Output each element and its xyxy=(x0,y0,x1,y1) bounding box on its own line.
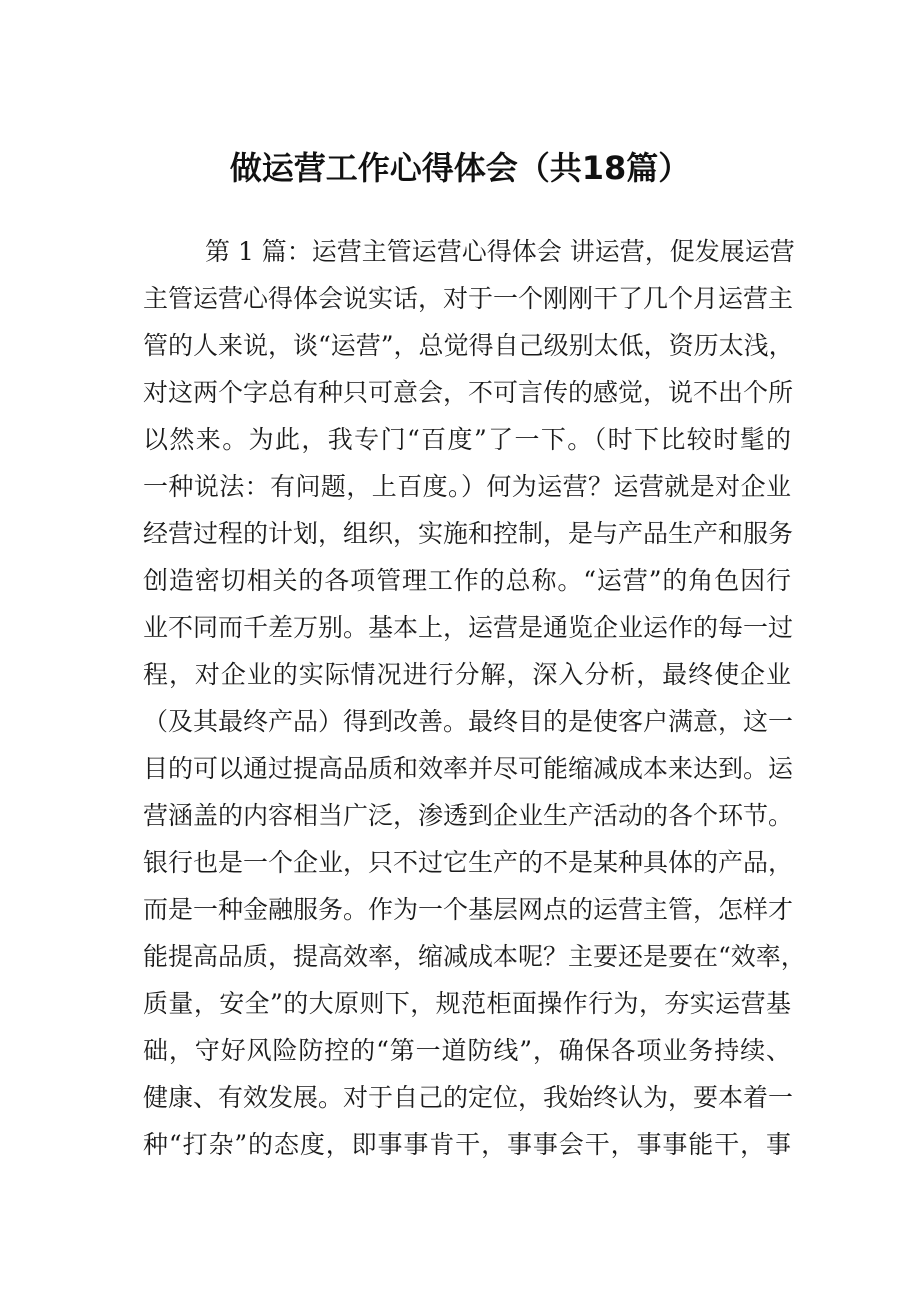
paragraph-line-19: 健康、有效发展。对于自己的定位，我始终认为，要本着一 xyxy=(143,1083,794,1112)
paragraph-line-7: 经营过程的计划，组织，实施和控制，是与产品生产和服务 xyxy=(143,519,794,548)
document-body xyxy=(143,228,806,1168)
paragraph-line-16: 能提高品质，提高效率，缩减成本呢？主要还是要在“效率， xyxy=(143,942,806,971)
paragraph-line-14: 银行也是一个企业，只不过它生产的不是某种具体的产品， xyxy=(143,848,794,877)
paragraph-line-6: 一种说法：有问题，上百度。）何为运营？运营就是对企业 xyxy=(143,472,791,501)
paragraph-line-1: 第 1 篇：运营主管运营心得体会 讲运营，促发展运营 xyxy=(205,237,795,266)
paragraph-line-4: 对这两个字总有种只可意会，不可言传的感觉，说不出个所 xyxy=(143,378,794,407)
paragraph-line-17: 质量，安全”的大原则下，规范柜面操作行为，夯实运营基 xyxy=(143,989,791,1018)
paragraph-line-5: 以然来。为此，我专门“百度”了一下。（时下比较时髦的 xyxy=(143,425,791,454)
paragraph-line-12: 目的可以通过提高品质和效率并尽可能缩减成本来达到。运 xyxy=(143,754,794,783)
paragraph-line-18: 础，守好风险防控的“第一道防线”，确保各项业务持续、 xyxy=(143,1036,791,1065)
document-title: 做运营工作心得体会（共18篇） xyxy=(229,149,691,187)
paragraph-line-3: 管的人来说，谈“运营”，总觉得自己级别太低，资历太浅， xyxy=(143,331,794,360)
paragraph-line-13: 营涵盖的内容相当广泛，渗透到企业生产活动的各个环节。 xyxy=(143,801,794,830)
paragraph-line-9: 业不同而千差万别。基本上，运营是通览企业运作的每一过 xyxy=(143,613,794,642)
paragraph-line-2: 主管运营心得体会说实话，对于一个刚刚干了几个月运营主 xyxy=(143,284,794,313)
paragraph-line-20: 种“打杂”的态度，即事事肯干，事事会干，事事能干，事 xyxy=(143,1130,791,1159)
paragraph-line-15: 而是一种金融服务。作为一个基层网点的运营主管，怎样才 xyxy=(143,895,794,924)
paragraph-line-11: （及其最终产品）得到改善。最终目的是使客户满意，这一 xyxy=(143,707,794,736)
paragraph-line-8: 创造密切相关的各项管理工作的总称。“运营”的角色因行 xyxy=(143,566,791,595)
paragraph-line-10: 程，对企业的实际情况进行分解，深入分析，最终使企业 xyxy=(143,660,791,689)
